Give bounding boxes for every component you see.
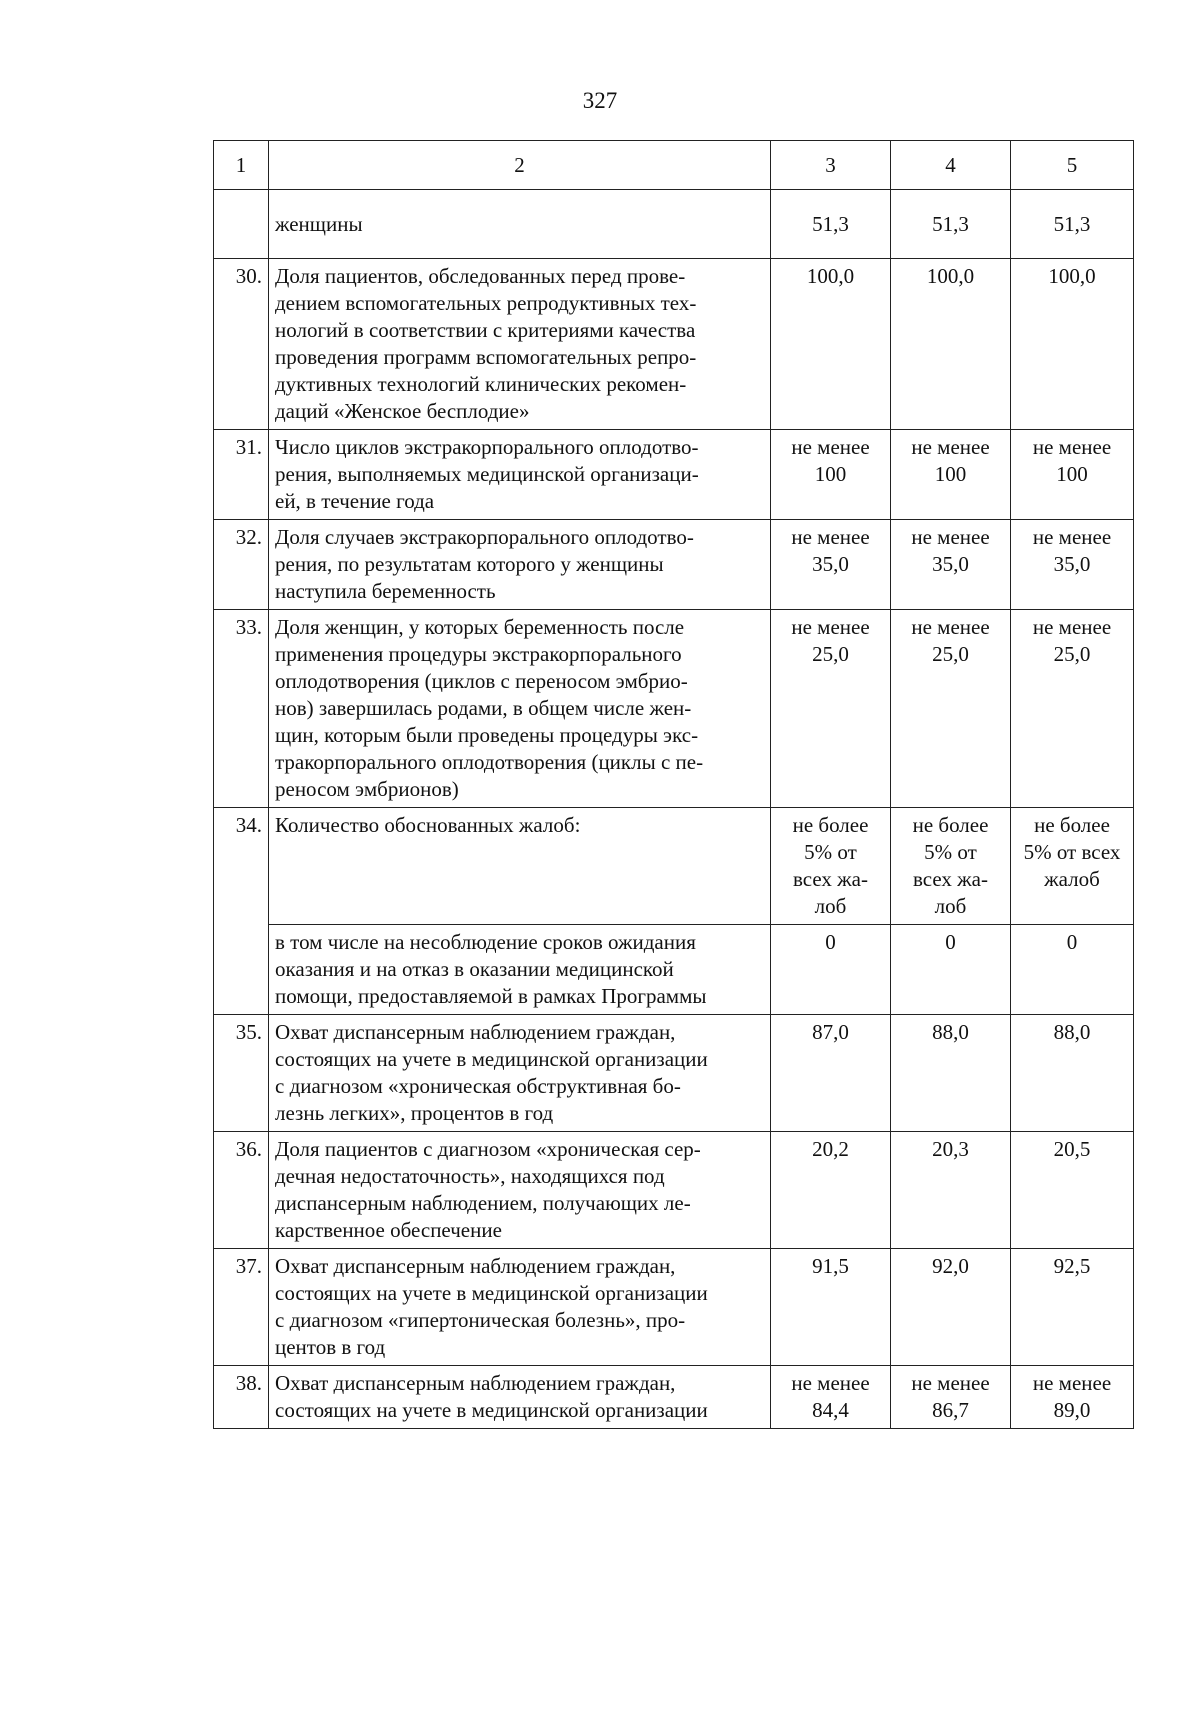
description-line: центов в год	[275, 1335, 386, 1359]
value-col-4	[891, 1015, 1011, 1132]
value-col-5	[1011, 520, 1134, 610]
table-row	[214, 1366, 1134, 1429]
value-col-4	[891, 808, 1011, 925]
description-line: применения процедуры экстракорпорального	[275, 642, 682, 666]
value-line: 88,0	[932, 1020, 969, 1044]
row-number: 37.	[214, 1249, 269, 1366]
description-line: дением вспомогательных репродуктивных тех-	[275, 291, 697, 315]
header-col-1: 1	[214, 141, 269, 190]
row-number: 31.	[214, 430, 269, 520]
value-line: 20,3	[932, 1137, 969, 1161]
value-line: 5% от	[804, 840, 857, 864]
value-line: всех жа-	[793, 867, 868, 891]
description-line: с диагнозом «гипертоническая болезнь», про-	[275, 1308, 686, 1332]
description-line: нов) завершилась родами, в общем числе жен-	[275, 696, 692, 720]
value-line: 100	[1056, 462, 1088, 486]
table-row	[214, 430, 1134, 520]
header-col-5: 5	[1011, 141, 1134, 190]
description-line: состоящих на учете в медицинской организации	[275, 1398, 708, 1422]
value-line: 35,0	[812, 552, 849, 576]
value-col-3	[771, 808, 891, 925]
value-col-3	[771, 1249, 891, 1366]
table-row	[214, 610, 1134, 808]
value-col-4: 51,3	[891, 190, 1011, 259]
value-line: 35,0	[932, 552, 969, 576]
description-line: помощи, предоставляемой в рамках Программы	[275, 984, 707, 1008]
description-line: ей, в течение года	[275, 489, 435, 513]
table-row-women	[214, 190, 1134, 259]
row-description	[269, 1015, 771, 1132]
description-line: наступила беременность	[275, 579, 496, 603]
indicators-table	[213, 140, 1134, 1429]
description-line: оплодотворения (циклов с переносом эмбрио-	[275, 669, 688, 693]
row-description	[269, 259, 771, 430]
row-label: женщины	[269, 190, 771, 259]
value-line: 25,0	[1053, 642, 1091, 666]
header-col-2: 2	[269, 141, 771, 190]
value-line: жалоб	[1044, 867, 1100, 891]
value-col-5	[1011, 1249, 1134, 1366]
value-line: 20,5	[1053, 1137, 1091, 1161]
description-line: Доля женщин, у которых беременность после	[275, 615, 685, 639]
value-line: 86,7	[932, 1398, 969, 1422]
value-col-5: 51,3	[1011, 190, 1134, 259]
description-line: Доля пациентов с диагнозом «хроническая сер-	[275, 1137, 701, 1161]
value-col-5: 0	[1011, 925, 1134, 1015]
value-line: не менее	[791, 525, 870, 549]
value-col-3	[771, 520, 891, 610]
row-number: 33.	[214, 610, 269, 808]
row-description	[269, 520, 771, 610]
table-body	[214, 141, 1134, 1429]
description-line: нологий в соответствии с критериями качества	[275, 318, 696, 342]
value-line: 84,4	[812, 1398, 849, 1422]
value-col-5	[1011, 808, 1134, 925]
row-description	[269, 1249, 771, 1366]
value-line: 100	[934, 462, 967, 486]
page-number: 327	[582, 88, 618, 113]
value-col-4	[891, 520, 1011, 610]
row-description	[269, 1366, 771, 1429]
table-row	[214, 1132, 1134, 1249]
description-line: реносом эмбрионов)	[275, 777, 459, 801]
value-line: не менее	[911, 1371, 990, 1395]
value-col-5	[1011, 610, 1134, 808]
value-line: лоб	[814, 894, 847, 918]
value-line: не менее	[911, 525, 990, 549]
header-row	[214, 141, 1134, 190]
value-line: 20,2	[812, 1137, 849, 1161]
value-col-3: 51,3	[771, 190, 891, 259]
description-line: даций «Женское бесплодие»	[275, 399, 530, 423]
value-col-5	[1011, 1132, 1134, 1249]
description-line: дечная недостаточность», находящихся под	[275, 1164, 665, 1188]
description-line: Число циклов экстракорпорального оплодотво-	[275, 435, 699, 459]
description-line: рения, по результатам которого у женщины	[275, 552, 664, 576]
value-line: не менее	[911, 615, 990, 639]
description-line: дуктивных технологий клинических рекомен-	[275, 372, 687, 396]
value-line: лоб	[934, 894, 967, 918]
description-line: оказания и на отказ в оказании медицинской	[275, 957, 674, 981]
value-line: 88,0	[1053, 1020, 1091, 1044]
value-line: не менее	[791, 435, 870, 459]
description-line: состоящих на учете в медицинской организации	[275, 1047, 708, 1071]
table-row	[214, 1015, 1134, 1132]
description-line: состоящих на учете в медицинской организации	[275, 1281, 708, 1305]
value-col-3	[771, 1132, 891, 1249]
description-line: диспансерным наблюдением, получающих ле-	[275, 1191, 691, 1215]
value-line: 87,0	[812, 1020, 849, 1044]
value-line: не менее	[791, 1371, 870, 1395]
table-row-complaints	[214, 808, 1134, 925]
value-line: не менее	[1032, 1371, 1112, 1395]
row-description	[269, 610, 771, 808]
row-number: 30.	[214, 259, 269, 430]
table-row	[214, 259, 1134, 430]
value-col-3: 0	[771, 925, 891, 1015]
description-line: в том числе на несоблюдение сроков ожидания	[275, 930, 696, 954]
value-col-5	[1011, 430, 1134, 520]
value-line: 100,0	[1048, 264, 1096, 288]
description-line: Доля случаев экстракорпорального оплодотво-	[275, 525, 694, 549]
description-line: лезнь легких», процентов в год	[275, 1101, 554, 1125]
value-col-4	[891, 430, 1011, 520]
description-line: с диагнозом «хроническая обструктивная бо-	[275, 1074, 681, 1098]
row-description	[269, 1132, 771, 1249]
row-number	[214, 190, 269, 259]
value-col-4	[891, 259, 1011, 430]
value-line: 5% от всех	[1023, 840, 1121, 864]
row-number: 35.	[214, 1015, 269, 1132]
description-line: тракорпорального оплодотворения (циклы с пе-	[275, 750, 704, 774]
value-col-3	[771, 1015, 891, 1132]
value-line: 100,0	[806, 264, 855, 288]
description-line: Количество обоснованных жалоб:	[275, 813, 581, 837]
value-line: не менее	[911, 435, 990, 459]
description-line: Доля пациентов, обследованных перед прове-	[275, 264, 686, 288]
value-line: 25,0	[812, 642, 849, 666]
description-line: Охват диспансерным наблюдением граждан,	[275, 1020, 676, 1044]
header-col-3: 3	[771, 141, 891, 190]
value-line: не более	[912, 813, 989, 837]
value-col-5	[1011, 259, 1134, 430]
description-line: щин, которым были проведены процедуры экс-	[275, 723, 699, 747]
header-col-4: 4	[891, 141, 1011, 190]
description-line: карственное обеспечение	[275, 1218, 502, 1242]
value-col-3	[771, 430, 891, 520]
value-col-4	[891, 1132, 1011, 1249]
table-subrow-complaints	[214, 925, 1134, 1015]
value-col-3	[771, 610, 891, 808]
value-line: 92,0	[932, 1254, 969, 1278]
value-col-3	[771, 259, 891, 430]
row-number: 32.	[214, 520, 269, 610]
value-line: 89,0	[1053, 1398, 1091, 1422]
description-line: Охват диспансерным наблюдением граждан,	[275, 1254, 676, 1278]
row-number: 38.	[214, 1366, 269, 1429]
description-line: рения, выполняемых медицинской организаци-	[275, 462, 699, 486]
row-description	[269, 430, 771, 520]
value-line: не менее	[1032, 435, 1112, 459]
value-line: не более	[792, 813, 869, 837]
row-description	[269, 808, 771, 925]
value-line: 91,5	[812, 1254, 849, 1278]
value-line: не менее	[1032, 525, 1112, 549]
table-row	[214, 520, 1134, 610]
row-number: 36.	[214, 1132, 269, 1249]
row-number: 34.	[214, 808, 269, 1015]
value-col-4	[891, 1366, 1011, 1429]
table-row	[214, 1249, 1134, 1366]
value-line: не менее	[1032, 615, 1112, 639]
value-col-4	[891, 1249, 1011, 1366]
value-col-4: 0	[891, 925, 1011, 1015]
value-col-4	[891, 610, 1011, 808]
value-col-5	[1011, 1015, 1134, 1132]
value-line: 25,0	[932, 642, 969, 666]
subrow-description	[269, 925, 771, 1015]
value-line: всех жа-	[913, 867, 988, 891]
description-line: Охват диспансерным наблюдением граждан,	[275, 1371, 676, 1395]
description-line: проведения программ вспомогательных репро-	[275, 345, 697, 369]
value-line: 92,5	[1053, 1254, 1091, 1278]
value-line: 35,0	[1053, 552, 1091, 576]
value-line: 100	[814, 462, 847, 486]
value-col-5	[1011, 1366, 1134, 1429]
value-line: не более	[1034, 813, 1110, 837]
value-col-3	[771, 1366, 891, 1429]
value-line: 5% от	[924, 840, 977, 864]
value-line: 100,0	[926, 264, 975, 288]
value-line: не менее	[791, 615, 870, 639]
